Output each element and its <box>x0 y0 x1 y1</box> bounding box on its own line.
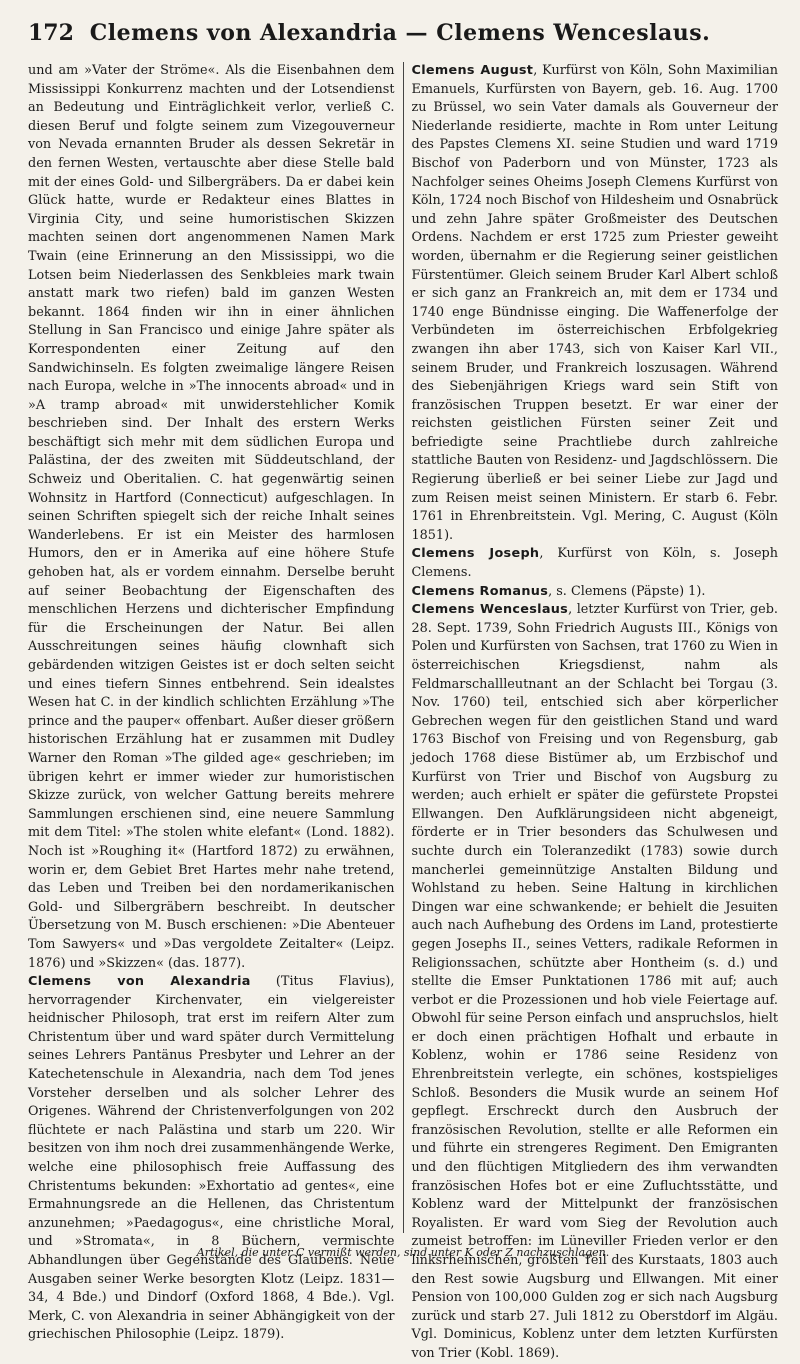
page-number: 172 <box>28 20 74 46</box>
entry-lemma: Clemens August <box>411 63 534 78</box>
entry-lemma: Clemens Joseph <box>411 546 540 562</box>
entry-text: , Kurfürst von Köln, Sohn Maximilian Emanuels, Kurfürsten von Bayern, geb. 16. Aug. 1700 zu Brüssel, wo sein Vater damals als Gouverneur der Niederlande residierte, machte in Rom unter Leitung des Papstes Clemens XI. seine Studien und ward 1719 Bischof von Paderborn und von Münster, 1723 als Nachfolger seines Oheims Joseph Clemens Kurfürst von Köln, 1724 noch Bischof von Hildesheim und Osnabrück und zehn Jahre später Großmeister des Deutschen Ordens. Nachdem er erst 1725 zum Priester geweiht worden, übernahm er die Regierung seiner geistlichen Fürstentümer. Gleich seinem Bruder Karl Albert schloß er sich ganz an Frankreich an, mit dem er 1734 und 1740 enge Bündnisse einging. Die Waffenerfolge der Verbündeten im österreichischen Erbfolgekrieg zwangen ihn aber 1743, sich von Kaiser Karl VII., seinem Bruder, und Frankreich loszusagen. Während des Siebenjährigen Kriegs ward sein Stift von französischen Truppen besetzt. Er war einer der reichsten geistlichen Fürsten seiner Zeit und befriedigte seine Prachtliebe durch zahlreiche stattliche Bauten von Residenz- und Jagdschlössern. Die Regierung überließ er bei seiner Liebe zur Jagd und zum Reisen meist seinen Ministern. Er starb 6. Febr. 1761 in Ehrenbreitstein. Vgl. Mering, C. August (Köln 1851). <box>411 63 778 543</box>
entry-clemens-romanus <box>412 583 779 602</box>
entry-lemma: Clemens Wenceslaus <box>411 602 569 618</box>
entry-text: und am »Vater der Ströme«. Als die Eisenbahnen dem Mississippi Konkurrenz machten und der Lotsendienst an Bedeutung und Einträglichkeit verlor, verließ C. diesen Beruf und folgte seinem zum Vizegouverneur von Nevada ernannten Bruder als dessen Sekretär in den fernen Westen, vertauschte aber diese Stelle bald mit der eines Gold- und Silbergräbers. Da er dabei kein Glück hatte, wurde er Redakteur eines Blattes in Virginia City, und seine humoristischen Skizzen machten seinen dort angenommenen Namen Mark Twain (eine Erinnerung an den Mississippi, wo die Lotsen beim Niederlassen des Senkbleies mark twain anstatt mark two riefen) bald im ganzen Westen bekannt. 1864 finden wir ihn in einer ähnlichen Stellung in San Francisco und einige Jahre später als Korrespondenten einer Zeitung auf den Sandwichinseln. Es folgten zweimalige längere Reisen nach Europa, welche in »The innocents abroad« und in »A tramp abroad« mit unwiderstehlicher Komik beschrieben sind. Der Inhalt des erstern Werks beschäftigt sich mehr mit dem südlichen Europa und Palästina, der des zweiten mit Süddeutschland, der Schweiz und Oberitalien. C. hat gegenwärtig seinen Wohnsitz in Hartford (Connecticut) aufgeschlagen. In seinen Schriften spiegelt sich der reiche Inhalt seines Wanderlebens. Er ist ein Meister des harmlosen Humors, den er in Amerika auf eine höhere Stufe gehoben hat, als er vordem einnahm. Derselbe beruht auf seiner Beobachtung der Eigenschaften des menschlichen Herzens und dichterischer Empfindung für die Erscheinungen der Natur. Bei allen Ausschreitungen seines häufig clownhaft sich gebärdenden witzigen Geistes ist er doch selten seicht und eines tiefern Sinnes entbehrend. Sein idealstes Wesen hat C. in der kindlich schlichten Erzählung »The prince and the pauper« offenbart. Außer dieser größern historischen Erzählung hat er zusammen mit Dudley Warner den Roman »The gilded age« geschrieben; im übrigen kehrt er immer wieder zur humoristischen Skizze zurück, von welcher Gattung bereits mehrere Sammlungen erschienen sind, eine neuere Sammlung mit dem Titel: »The stolen white elefant« (Lond. 1882). Noch ist »Roughing it« (Hartford 1872) zu erwähnen, worin er, dem Gebiet Bret Hartes mehr nahe tretend, das Leben und Treiben bei den nordamerikanischen Gold- und Silbergräbern beschreibt. In deutscher Übersetzung von M. Busch erschienen: »Die Abenteuer Tom Sawyers« und »Das vergoldete Zeitalter« (Leipz. 1876) und »Skizzen« (das. 1877). <box>28 63 395 971</box>
entry-text: , s. Clemens (Päpste) 1). <box>548 583 706 599</box>
entry-clemens-august <box>412 62 779 545</box>
entry-lemma: Clemens Romanus <box>411 583 549 599</box>
entry-continuation <box>28 62 395 973</box>
running-head <box>28 20 772 56</box>
entry-clemens-von-alexandria <box>28 973 395 1345</box>
running-title: Clemens von Alexandria — Clemens Wenceslaus. <box>89 20 711 46</box>
entry-text: (Titus Flavius), hervorragender Kirchenvater, ein vielgereister heidnischer Philosoph, trat erst im reifern Alter zum Christentum über und ward später durch Vermittelung seines Lehrers Pantänus Presbyter und Lehrer an der Katechetenschule in Alexandria, nach dem Tod jenes Vorsteher derselben und als solcher Lehrer des Origenes. Während der Christenverfolgungen von 202 flüchtete er nach Palästina und starb um 220. Wir besitzen von ihm noch drei zusammenhängende Werke, welche eine philosophisch freie Auffassung des Christentums bekunden: »Exhortatio ad gentes«, eine Ermahnungsrede an die Hellenen, das Christentum anzunehmen; »Paedagogus«, eine christliche Moral, und »Stromata«, in 8 Büchern, vermischte Abhandlungen über Gegenstände des Glaubens. Neue Ausgaben seiner Werke besorgten Klotz (Leipz. 1831—34, 4 Bde.) und Dindorf (Oxford 1868, 4 Bde.). Vgl. Merk, C. von Alexandria in seiner Abhängigkeit von der griechischen Philosophie (Leipz. 1879). <box>28 974 395 1343</box>
entry-lemma: Clemens von Alexandria <box>28 974 251 990</box>
entry-text: , Kurfürst von Köln, s. Joseph Clemens. <box>411 546 778 581</box>
footer-note: Artikel, die unter C vermißt werden, sind unter K oder Z nachzuschlagen. <box>196 1246 610 1259</box>
right-column <box>404 62 779 1361</box>
entry-text: , letzter Kurfürst von Trier, geb. 28. Sept. 1739, Sohn Friedrich Augusts III., Königs von Polen und Kurfürsten von Sachsen, trat 1760 zu Wien in österreichischen Kriegsdienst, nahm als Feldmarschallleutnant an der Schlacht bei Torgau (3. Nov. 1760) teil, entschied sich aber körperlicher Gebrechen wegen für den geistlichen Stand und ward 1763 Bischof von Freising und von Regensburg, gab jedoch 1768 diese Bistümer ab, um Erzbischof und Kurfürst von Trier und Bischof von Augsburg zu werden; auch erhielt er später die gefürstete Propstei Ellwangen. Den Aufklärungsideen nicht abgeneigt, förderte er in Trier besonders das Schulwesen und suchte durch ein Toleranzedikt (1783) sowie durch mancherlei gemeinnützige Anstalten Bildung und Wohlstand zu heben. Seine Haltung in kirchlichen Dingen war eine schwankende; er behielt die Jesuiten auch nach Aufhebung des Ordens im Land, protestierte gegen Josephs II., seines Vetters, radikale Reformen in Religionssachen, schützte aber Hontheim (s. d.) und stellte die Emser Punktationen 1786 mit auf; auch verbot er die Prozessionen und hob viele Feiertage auf. Obwohl für seine Person einfach und anspruchslos, hielt er doch einen prächtigen Hofhalt und erbaute in Koblenz, wohin er 1786 seine Residenz von Ehrenbreitstein verlegte, ein schönes, kostspieliges Schloß. Besonders die Musik wurde an seinem Hof gepflegt. Erschreckt durch den Ausbruch der französischen Revolution, stellte er alle Reformen ein und führte ein strengeres Regiment. Den Emigranten und den flüchtigen Mitgliedern des ihm verwandten französischen Hofes bot er eine Zufluchtsstätte, und Koblenz ward der Mittelpunkt der französischen Royalisten. Er ward vom Sieg der Revolution auch zumeist betroffen: im Lüneviller Frieden verlor er den linksrheinischen, größten Teil des Kurstaats, 1803 auch den Rest sowie Augsburg und Ellwangen. Mit einer Pension von 100,000 Gulden zog er sich nach Augsburg zurück und starb 27. Juli 1812 zu Oberstdorf im Algäu. Vgl. Dominicus, Koblenz unter dem letzten Kurfürsten von Trier (Kobl. 1869). <box>411 602 778 1361</box>
entry-clemens-joseph <box>412 545 779 582</box>
